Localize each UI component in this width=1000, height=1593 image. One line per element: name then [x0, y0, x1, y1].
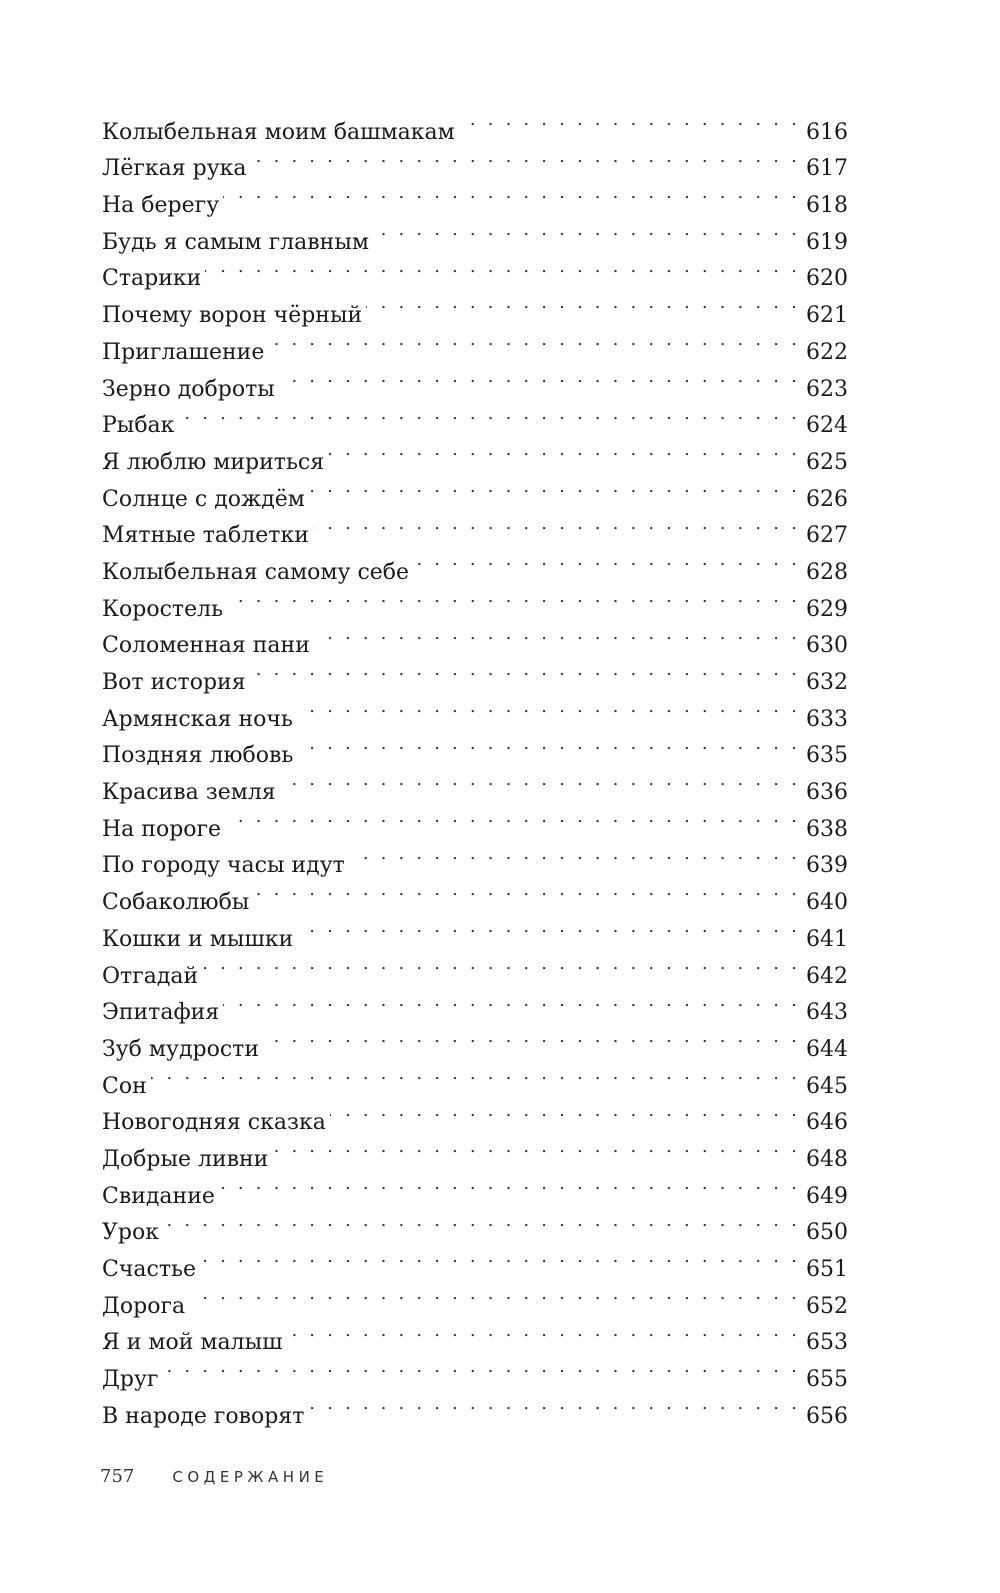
toc-entry-title: Колыбельная моим башмакам: [102, 119, 455, 145]
toc-entry-title: На пороге: [102, 816, 222, 842]
toc-entry[interactable]: [102, 285, 848, 329]
toc-entry-title: Добрые ливни: [102, 1146, 269, 1172]
toc-dot-leader: [297, 726, 806, 763]
toc-entry-page-number: 635: [806, 743, 848, 769]
toc-entry-page-number: 638: [806, 816, 848, 842]
toc-entry-page-number: 649: [806, 1183, 848, 1209]
toc-entry-title: Армянская ночь: [102, 706, 293, 732]
toc-dot-leader: [250, 652, 806, 689]
toc-entry-title: Урок: [102, 1220, 159, 1246]
toc-entry-title: Зерно доброты: [102, 376, 275, 402]
toc-entry-page-number: 653: [806, 1330, 848, 1356]
toc-entry-page-number: 656: [806, 1403, 848, 1429]
toc-dot-leader: [189, 1276, 806, 1313]
toc-dot-leader: [314, 616, 806, 653]
toc-dot-leader: [162, 1349, 806, 1386]
toc-dot-leader: [151, 1056, 806, 1093]
toc-entry-title: Лёгкая рука: [102, 156, 247, 182]
toc-dot-leader: [287, 1313, 806, 1350]
toc-dot-leader: [413, 542, 806, 579]
toc-dot-leader: [200, 1239, 806, 1276]
toc-entry-page-number: 623: [806, 376, 848, 402]
toc-dot-leader: [268, 322, 806, 359]
toc-entry-title: Собаколюбы: [102, 890, 250, 916]
toc-entry-page-number: 620: [806, 266, 848, 292]
toc-entry[interactable]: [102, 1313, 848, 1356]
toc-dot-leader: [309, 469, 806, 506]
toc-entry-page-number: 627: [806, 523, 848, 549]
toc-entry-page-number: 619: [806, 229, 848, 255]
page-footer: [100, 1466, 328, 1487]
toc-entry-page-number: 650: [806, 1220, 848, 1246]
toc-entry-title: Солнце с дождём: [102, 486, 305, 512]
toc-entry-page-number: 639: [806, 853, 848, 879]
toc-entry-page-number: 643: [806, 1000, 848, 1026]
toc-entry-title: Дорога: [102, 1293, 186, 1319]
toc-entry[interactable]: [102, 432, 848, 475]
toc-dot-leader: [251, 139, 806, 176]
toc-entry-title: Счастье: [102, 1257, 196, 1282]
toc-dot-leader: [373, 212, 806, 249]
toc-dot-leader: [330, 1093, 806, 1130]
toc-entry-title: Я и мой малыш: [102, 1330, 283, 1356]
toc-entry[interactable]: [102, 1386, 848, 1429]
toc-dot-leader: [202, 946, 806, 983]
toc-entry-title: Друг: [102, 1367, 159, 1393]
toc-dot-leader: [225, 799, 806, 836]
toc-dot-leader: [223, 175, 806, 212]
footer-page-number: 757: [100, 1466, 135, 1487]
toc-entry-page-number: 646: [806, 1110, 848, 1136]
toc-entry-title: Колыбельная самому себе: [102, 559, 410, 585]
toc-dot-leader: [366, 285, 806, 322]
toc-entry-page-number: 626: [806, 486, 848, 512]
toc-dot-leader: [459, 102, 806, 139]
toc-dot-leader: [279, 359, 806, 396]
toc-entry-title: По городу часы идут: [102, 853, 345, 879]
toc-entry-title: Приглашение: [102, 339, 265, 365]
toc-entry[interactable]: [102, 1276, 848, 1319]
toc-dot-leader: [178, 396, 806, 433]
toc-entry-page-number: 648: [806, 1146, 848, 1172]
toc-dot-leader: [272, 1129, 806, 1166]
toc-entry[interactable]: [102, 102, 848, 145]
toc-entry[interactable]: [102, 1203, 848, 1246]
toc-entry-page-number: 629: [806, 596, 848, 622]
toc-dot-leader: [349, 836, 806, 873]
toc-entry-title: Новогодняя сказка: [102, 1110, 326, 1136]
toc-entry-page-number: 632: [806, 670, 848, 695]
toc-entry-page-number: 640: [806, 890, 848, 916]
toc-entry-page-number: 652: [806, 1293, 848, 1319]
toc-entry-title: Красива земля: [102, 780, 276, 806]
toc-entry-title: Почему ворон чёрный: [102, 303, 363, 329]
toc-entry-title: В народе говорят: [102, 1403, 305, 1429]
toc-dot-leader: [223, 983, 806, 1020]
toc-entry[interactable]: [102, 1239, 848, 1282]
toc-entry[interactable]: [102, 396, 848, 439]
toc-entry-page-number: 641: [806, 926, 848, 952]
toc-dot-leader: [227, 579, 806, 616]
toc-entry-page-number: 645: [806, 1073, 848, 1099]
toc-entry-title: Коростель: [102, 596, 224, 622]
toc-entry-title: На берегу: [102, 193, 220, 219]
toc-dot-leader: [253, 872, 806, 909]
toc-dot-leader: [297, 689, 806, 726]
toc-entry-page-number: 621: [806, 303, 848, 329]
toc-entry[interactable]: [102, 1093, 848, 1136]
toc-entry[interactable]: [102, 1349, 848, 1393]
toc-entry-page-number: 655: [806, 1367, 848, 1393]
toc-entry-page-number: 642: [806, 963, 848, 989]
toc-entry-title: Мятные таблетки: [102, 523, 309, 549]
toc-entry-title: Старики: [102, 266, 202, 292]
toc-entry-title: Поздняя любовь: [102, 743, 294, 769]
toc-entry-page-number: 616: [806, 119, 848, 145]
toc-entry-page-number: 624: [806, 413, 848, 439]
toc-entry-title: Вот история: [102, 670, 246, 695]
toc-dot-leader: [280, 762, 806, 799]
toc-entry-page-number: 617: [806, 156, 848, 182]
toc-dot-leader: [313, 506, 806, 543]
toc-entry[interactable]: [102, 983, 848, 1026]
toc-entry-title: Сон: [102, 1073, 147, 1099]
toc-entry[interactable]: [102, 1056, 848, 1099]
toc-entry-page-number: 628: [806, 559, 848, 585]
toc-dot-leader: [205, 249, 806, 286]
toc-dot-leader: [219, 1166, 806, 1203]
toc-entry-page-number: 636: [806, 780, 848, 806]
toc-entry[interactable]: [102, 249, 848, 292]
toc-entry-title: Будь я самым главным: [102, 229, 369, 255]
toc-dot-leader: [308, 1386, 806, 1423]
toc-dot-leader: [163, 1203, 806, 1240]
toc-entry-page-number: 633: [806, 706, 848, 732]
toc-entry-page-number: 630: [806, 633, 848, 659]
toc-entry-page-number: 651: [806, 1257, 848, 1282]
toc-entry-title: Эпитафия: [102, 1000, 220, 1026]
toc-entry-title: Соломенная пани: [102, 633, 310, 659]
toc-entry-title: Свидание: [102, 1183, 215, 1209]
toc-entry-page-number: 644: [806, 1036, 848, 1062]
footer-section-title: СОДЕРЖАНИЕ: [172, 1468, 329, 1486]
toc-dot-leader: [297, 909, 806, 946]
toc-entry-title: Зуб мудрости: [102, 1036, 259, 1062]
toc-entry-title: Кошки и мышки: [102, 926, 294, 952]
toc-entry-page-number: 618: [806, 193, 848, 219]
toc-entry-title: Рыбак: [102, 413, 175, 439]
toc-entry-page-number: 625: [806, 449, 848, 475]
toc-dot-leader: [328, 432, 806, 469]
toc-entry-title: Отгадай: [102, 963, 199, 989]
toc-entry-page-number: 622: [806, 339, 848, 365]
toc-entry[interactable]: [102, 946, 848, 989]
table-of-contents: [102, 102, 848, 1429]
toc-entry-title: Я люблю мириться: [102, 449, 325, 475]
toc-dot-leader: [263, 1019, 806, 1056]
